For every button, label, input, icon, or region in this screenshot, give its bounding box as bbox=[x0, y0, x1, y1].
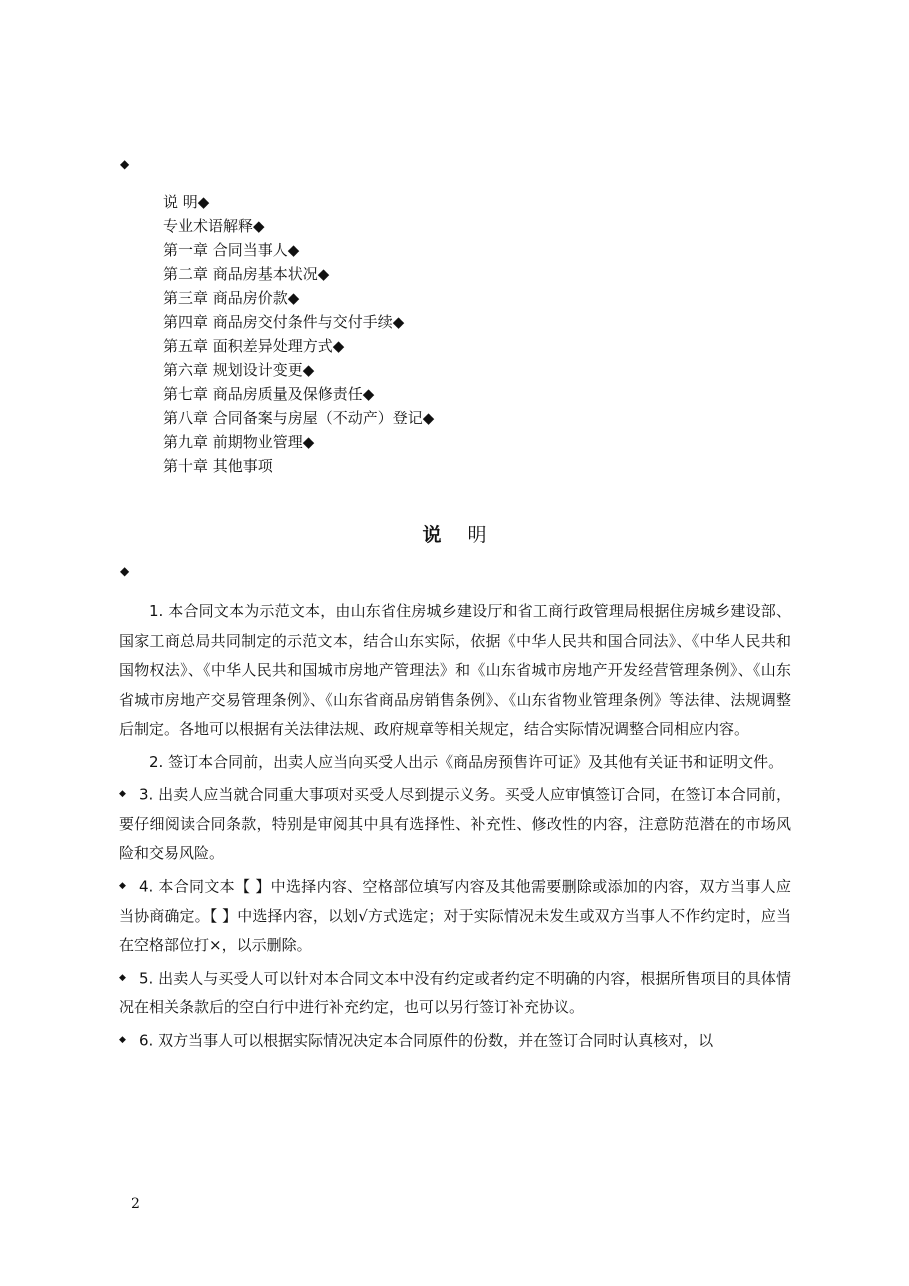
section-title bbox=[0, 521, 909, 549]
paragraph-text: 3. 出卖人应当就合同重大事项对买受人尽到提示义务。买受人应审慎签订合同，在签订本合同前，要仔细阅读合同条款，特别是审阅其中具有选择性、补充性、修改性的内容，注意防范潜在的市场风险和交易风险。 bbox=[119, 785, 791, 863]
section-marker-icon: ◆ bbox=[120, 564, 130, 578]
paragraph bbox=[119, 780, 791, 869]
bullet-icon: ◆ bbox=[119, 789, 126, 799]
bullet-icon: ◆ bbox=[119, 880, 126, 891]
section-title-part2: 明 bbox=[467, 524, 487, 546]
toc-item[interactable]: 第二章 商品房基本状况◆ bbox=[163, 265, 330, 283]
table-of-contents bbox=[163, 190, 434, 478]
paragraph bbox=[119, 872, 791, 961]
toc-item[interactable]: 说 明◆ bbox=[163, 193, 210, 211]
toc-item[interactable]: 第七章 商品房质量及保修责任◆ bbox=[163, 385, 375, 403]
paragraph: 1. 本合同文本为示范文本，由山东省住房城乡建设厅和省工商行政管理局根据住房城乡建设部、国家工商总局共同制定的示范文本，结合山东实际，依据《中华人民共和国合同法》、《中华人民共和国物权法》、《中华人民共和国城市房地产管理法》和《山东省城市房地产开发经营管理条例》、《山东省城市房地产交易管理条例》、《山东省商品房销售条例》、《山东省物业管理条例》等法律、法规调整后制定。各地可以根据有关法律法规、政府规章等相关规定，结合实际情况调整合同相应内容。 bbox=[119, 602, 791, 738]
toc-item[interactable]: 第四章 商品房交付条件与交付手续◆ bbox=[163, 313, 405, 331]
toc-item[interactable]: 第五章 面积差异处理方式◆ bbox=[163, 337, 345, 355]
paragraph-text: 5. 出卖人与买受人可以针对本合同文本中没有约定或者约定不明确的内容，根据所售项目的具体情况在相关条款后的空白行中进行补充约定，也可以另行签订补充协议。 bbox=[119, 968, 791, 1017]
toc-item[interactable]: 第九章 前期物业管理◆ bbox=[163, 433, 315, 451]
paragraph bbox=[119, 964, 791, 1023]
paragraph-text: 6. 双方当事人可以根据实际情况决定本合同原件的份数，并在签订合同时认真核对，以 bbox=[139, 1031, 714, 1049]
toc-item[interactable]: 第八章 合同备案与房屋（不动产）登记◆ bbox=[163, 409, 435, 427]
toc-marker-icon: ◆ bbox=[120, 157, 130, 171]
paragraph: 2. 签订本合同前，出卖人应当向买受人出示《商品房预售许可证》及其他有关证书和证明文件。 bbox=[149, 752, 784, 771]
bullet-icon: ◆ bbox=[119, 1034, 126, 1045]
bullet-icon: ◆ bbox=[119, 972, 126, 983]
toc-item[interactable]: 第十章 其他事项 bbox=[163, 457, 273, 475]
paragraph bbox=[119, 1026, 791, 1056]
toc-item[interactable]: 第三章 商品房价款◆ bbox=[163, 289, 300, 307]
paragraph-text: 4. 本合同文本【 】中选择内容、空格部位填写内容及其他需要删除或添加的内容，双方当事人应当协商确定。【 】中选择内容，以划√方式选定；对于实际情况未发生或双方当事人不作约定时，应当在空格部位打×，以示删除。 bbox=[119, 877, 791, 954]
toc-item[interactable]: 第一章 合同当事人◆ bbox=[163, 241, 300, 259]
instructions-body bbox=[119, 597, 791, 1059]
toc-item[interactable]: 专业术语解释◆ bbox=[163, 217, 265, 235]
toc-item[interactable]: 第六章 规划设计变更◆ bbox=[163, 361, 315, 379]
page-number: 2 bbox=[131, 1196, 140, 1212]
section-title-part1: 说 bbox=[422, 524, 442, 546]
